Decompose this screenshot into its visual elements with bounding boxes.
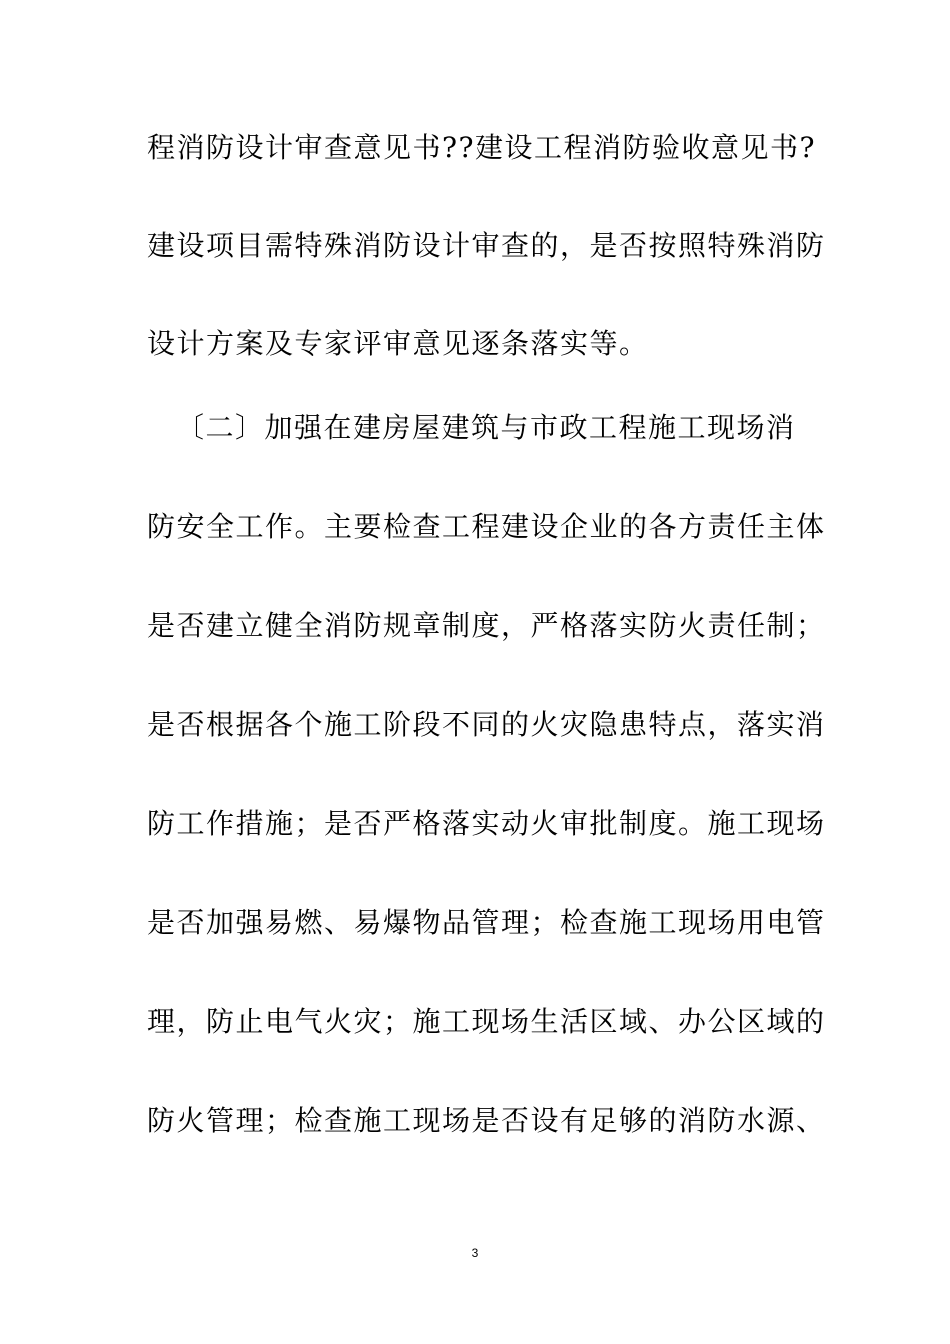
text-line: 是否根据各个施工阶段不同的火灾隐患特点，落实消 <box>147 708 826 741</box>
text-line: 设计方案及专家评审意见逐条落实等。 <box>147 327 649 360</box>
text-line: 防工作措施；是否严格落实动火审批制度。施工现场 <box>147 807 826 840</box>
page-number: 3 <box>471 1246 479 1260</box>
text-line: 是否建立健全消防规章制度，严格落实防火责任制； <box>147 609 826 642</box>
text-line: 建设项目需特殊消防设计审查的，是否按照特殊消防 <box>147 229 826 262</box>
text-line: 防安全工作。主要检查工程建设企业的各方责任主体 <box>147 510 826 543</box>
text-line: 程消防设计审查意见书??建设工程消防验收意见书? <box>147 131 817 164</box>
text-line: 是否加强易燃、易爆物品管理；检查施工现场用电管 <box>147 906 826 939</box>
section-heading-line: 〔二〕加强在建房屋建筑与市政工程施工现场消 <box>176 411 796 444</box>
text-line: 防火管理；检查施工现场是否设有足够的消防水源、 <box>147 1104 826 1137</box>
text-line: 理，防止电气火灾；施工现场生活区域、办公区域的 <box>147 1005 826 1038</box>
